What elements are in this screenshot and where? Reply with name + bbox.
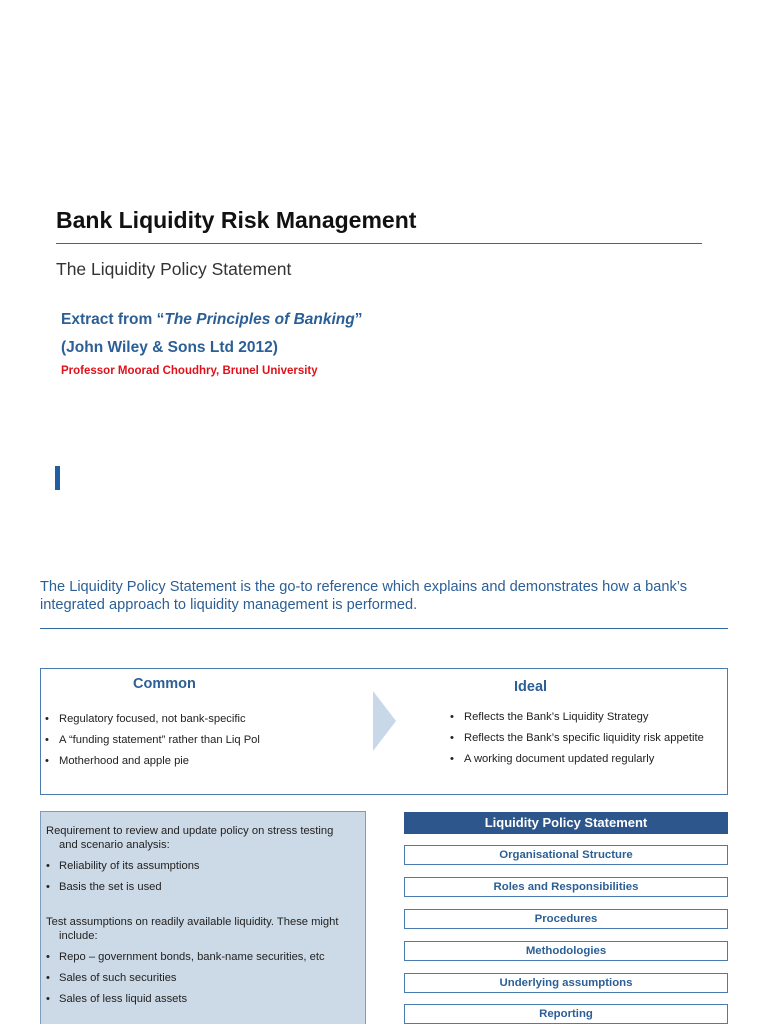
stress-list-1 — [46, 859, 362, 894]
stress-list-2 — [46, 950, 362, 1006]
list-item: • Basis the set is used — [46, 880, 362, 894]
intro-text: The Liquidity Policy Statement is the go-to reference which explains and demonstrates how a bank’s integrated approach to liquidity management is performed. — [40, 579, 688, 613]
intro-divider — [40, 628, 728, 629]
publisher-line: (John Wiley & Sons Ltd 2012) — [61, 339, 278, 356]
document-title: Bank Liquidity Risk Management — [56, 207, 417, 233]
list-item: • Sales of less liquid assets — [46, 992, 362, 1006]
accent-bar — [55, 466, 60, 490]
title-divider — [56, 243, 702, 244]
stress-paragraph-1 — [46, 824, 362, 852]
common-heading: Common — [133, 676, 196, 692]
list-item: • Reflects the Bank’s specific liquidity risk appetite — [446, 731, 710, 745]
ideal-list — [446, 710, 710, 773]
paragraph-line: include: — [59, 930, 98, 942]
lps-item-methodologies: Methodologies — [404, 941, 728, 961]
extract-suffix: ” — [354, 311, 363, 328]
chevron-right-icon — [372, 691, 398, 751]
list-item: • Regulatory focused, not bank-specific — [41, 712, 361, 726]
stress-testing-text — [46, 824, 362, 1006]
paragraph-line: Test assumptions on readily available liquidity. These might — [46, 916, 339, 928]
list-item: • Repo – government bonds, bank-name securities, etc — [46, 950, 362, 964]
paragraph-line: Requirement to review and update policy on stress testing — [46, 825, 334, 837]
ideal-heading: Ideal — [514, 679, 548, 695]
list-item: • Motherhood and apple pie — [41, 754, 361, 768]
author-line: Professor Moorad Choudhry, Brunel University — [61, 365, 318, 377]
list-item: • Reliability of its assumptions — [46, 859, 362, 873]
lps-header: Liquidity Policy Statement — [404, 812, 728, 834]
list-item: • A “funding statement” rather than Liq Pol — [41, 733, 361, 747]
stress-paragraph-2 — [46, 915, 362, 943]
list-item: • Reflects the Bank’s Liquidity Strategy — [446, 710, 710, 724]
lps-item-procedures: Procedures — [404, 909, 728, 929]
extract-prefix: Extract from “ — [61, 311, 165, 328]
document-subtitle: The Liquidity Policy Statement — [56, 259, 292, 279]
list-item: • Sales of such securities — [46, 971, 362, 985]
paragraph-line: and scenario analysis: — [59, 839, 170, 851]
lps-item-organisational-structure: Organisational Structure — [404, 845, 728, 865]
book-title: The Principles of Banking — [164, 311, 355, 328]
common-list — [41, 712, 361, 775]
lps-item-reporting: Reporting — [404, 1004, 728, 1024]
list-item: • A working document updated regularly — [446, 752, 710, 766]
lps-item-underlying-assumptions: Underlying assumptions — [404, 973, 728, 993]
extract-line — [61, 311, 362, 329]
lps-item-roles-responsibilities: Roles and Responsibilities — [404, 877, 728, 897]
